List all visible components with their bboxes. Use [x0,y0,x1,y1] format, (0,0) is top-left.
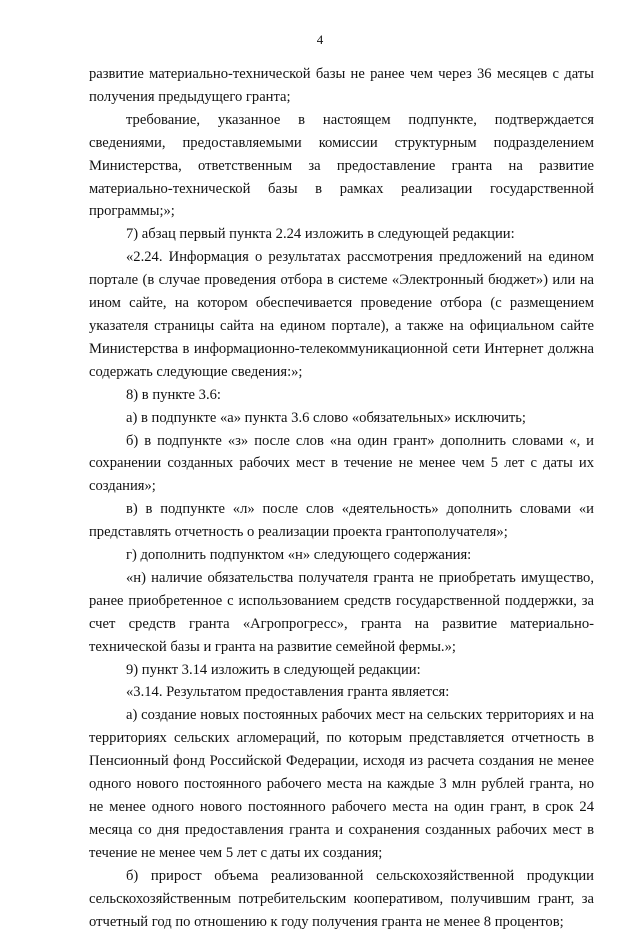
page-number: 4 [316,32,324,47]
paragraph: «2.24. Информация о результатах рассмотрения предложений на едином портале (в случае проведения отбора в системе «Электронный бюджет») или на ином сайте, на котором обеспечивается проведение отбора (с размещением указателя страницы сайта на едином портале), а также на официальном сайте Министерства в информационно-телекоммуникационной сети Интернет должна содержать следующие сведения:»; [89,249,594,380]
paragraph: 8) в пункте 3.6: [126,386,221,403]
paragraph: «н) наличие обязательства получателя гранта не приобретать имущество, ранее приобретенное с использованием средств государственной поддержки, за счет средств гранта «Агропрогресс», гранта на развитие материально-технической базы и гранта на развитие семейной фермы.»; [89,569,594,655]
paragraph: б) в подпункте «з» после слов «на один грант» дополнить словами «, и сохранении созданных рабочих мест в течение не менее чем 5 лет с даты их создания»; [89,432,594,495]
paragraph: «3.14. Результатом предоставления гранта является: [126,684,450,701]
paragraph: а) в подпункте «а» пункта 3.6 слово «обязательных» исключить; [126,409,526,426]
paragraph: 7) абзац первый пункта 2.24 изложить в следующей редакции: [126,226,515,243]
paragraph: г) дополнить подпунктом «н» следующего содержания: [126,547,472,564]
paragraph: развитие материально-технической базы не ранее чем через 36 месяцев с даты получения предыдущего гранта; [89,66,594,105]
paragraph: 9) пункт 3.14 изложить в следующей редакции: [126,661,421,678]
paragraph: а) создание новых постоянных рабочих мест на сельских территориях и на территориях сельских агломераций, по которым представляется отчетность в Пенсионный фонд Российской Федерации, исходя из расчета создания не менее одного нового постоянного рабочего места на каждые 3 млн рублей гранта, но не менее одного нового постоянного рабочего места на один грант, в срок 24 месяца со дня предоставления гранта и сохранения созданных рабочих мест в течение не менее чем 5 лет с даты их создания; [89,707,594,861]
paragraph: в) в подпункте «л» после слов «деятельность» дополнить словами «и представлять отчетность о реализации проекта грантополучателя»; [89,501,594,541]
paragraph: б) прирост объема реализованной сельскохозяйственной продукции сельскохозяйственным потребительским кооперативом, получившим грант, за отчетный год по отношению к году получения гранта не менее 8 процентов; [89,867,594,930]
document-body [89,63,594,933]
paragraph: требование, указанное в настоящем подпункте, подтверждается сведениями, предоставляемыми комиссии структурным подразделением Министерства, ответственным за предоставление гранта на развитие материально-технической базы в рамках реализации государственной программы;»; [89,111,594,220]
